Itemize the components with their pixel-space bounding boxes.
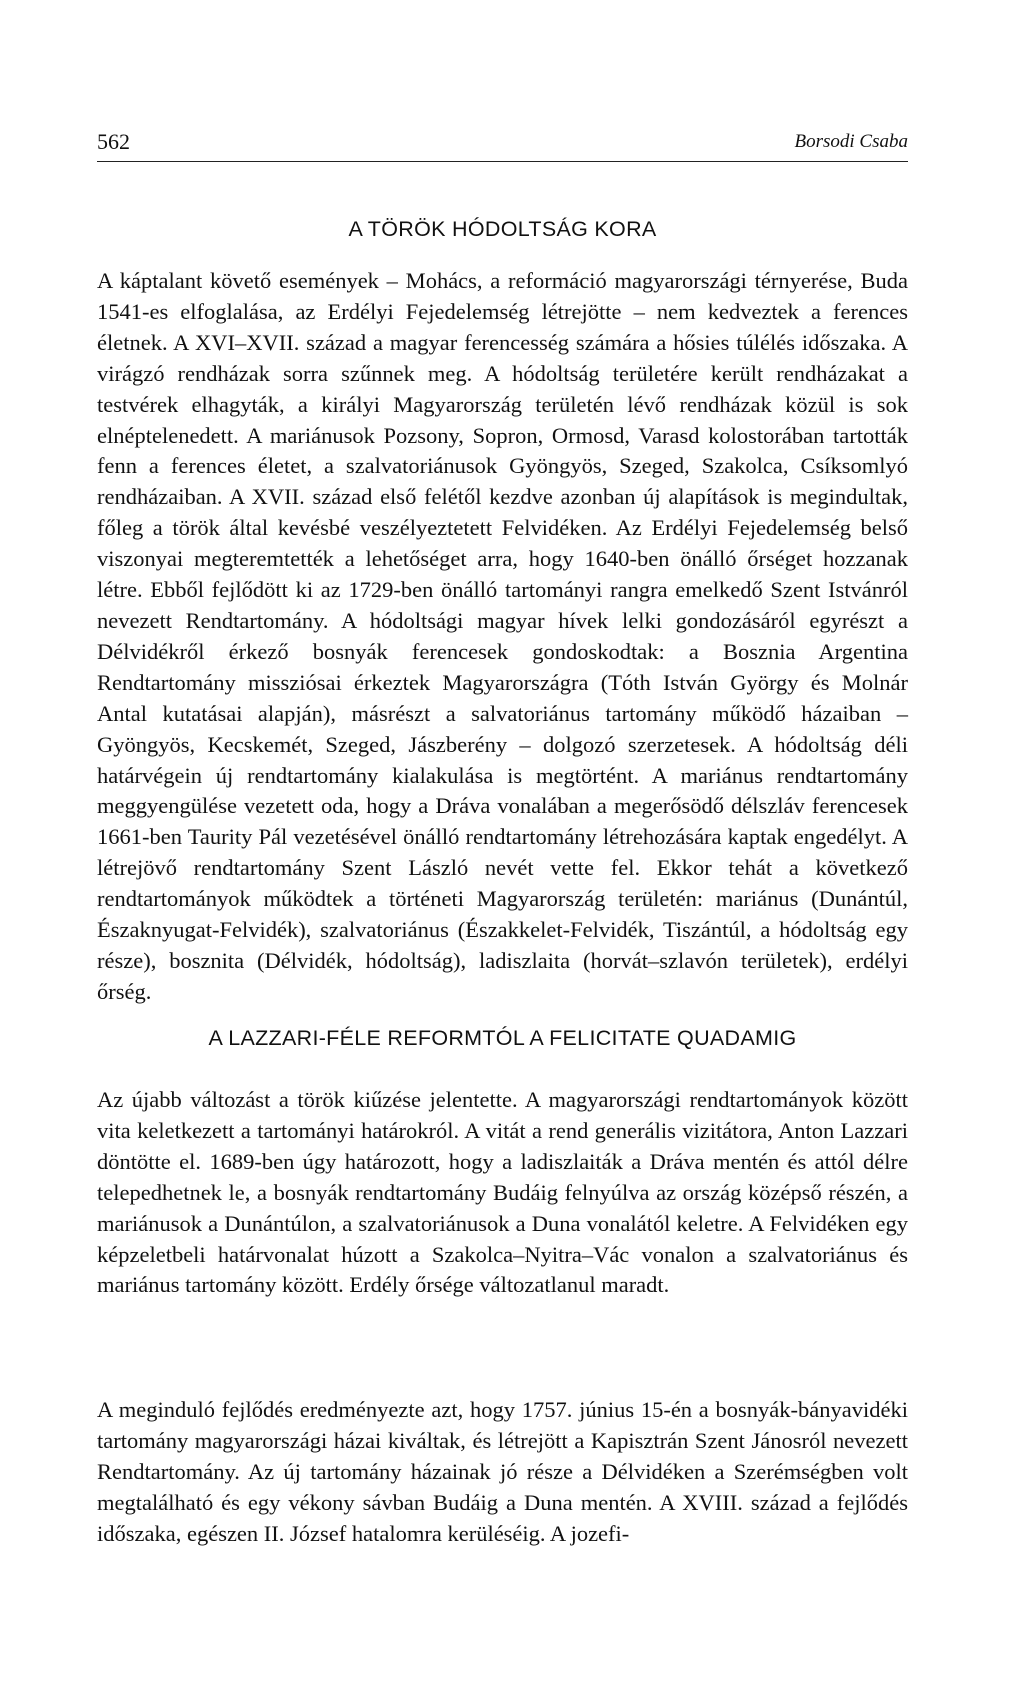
page-number: 562: [97, 129, 130, 154]
section-1-paragraph: A káptalant követő események – Mohács, a reformáció magyarországi térnyerése, Buda 1541-es elfoglalása, az Erdélyi Fejedelemség létrejötte – nem kedveztek a ferences életnek. A XVI–XVII. század a magyar ferencesség számára a hősies túlélés időszaka. A virágzó rendházak sorra szűnnek meg. A hódoltság területére került rendházakat a testvérek elhagyták, a királyi Magyarország területén lévő rendházak közül is sok elnéptelenedett. A mariánusok Pozsony, Sopron, Ormosd, Varasd kolostorában tartották fenn a ferences életet, a szalvatoriánusok Gyöngyös, Szeged, Szakolca, Csíksomlyó rendházaiban. A XVII. század első felétől kezdve azonban új alapítások is megindultak, főleg a török által kevésbé veszélyeztetett Felvidéken. Az Erdélyi Fejedelemség belső viszonyai megteremtették a lehetőséget arra, hogy 1640-ben önálló őrséget hozzanak létre. Ebből fejlődött ki az 1729-ben önálló tartományi rangra emelkedő Szent Istvánról nevezett Rendtartomány. A hódoltsági magyar hívek lelki gondozásáról egyrészt a Délvidékről érkező bosnyák ferencesek gondoskodtak: a Bosznia Argentina Rendtartomány missziósai érkeztek Magyarországra (Tóth István György és Molnár Antal kutatásai alapján), másrészt a salvatoriánus tartomány működő házaiban – Gyöngyös, Kecskemét, Szeged, Jászberény – dolgozó szerzetesek. A hódoltság déli határvégein új rendtartomány kialakulása is megtörtént. A mariánus rendtartomány meggyengülése vezetett oda, hogy a Dráva vonalában a megerősödő délszláv ferencesek 1661-ben Taurity Pál vezetésével önálló rendtartomány létrehozására kaptak engedélyt. A létrejövő rendtartomány Szent László nevét vette fel. Ekkor tehát a következő rendtartományok működtek a történeti Magyarország területén: mariánus (Dunántúl, Északnyugat-Felvidék), szalvatoriánus (Északkelet-Felvidék, Tiszántúl, a hódoltság egy része), bosznita (Délvidék, hódoltság), ladiszlaita (horvát–szlavón területek), erdélyi őrség.: [97, 268, 908, 1004]
running-author: Borsodi Csaba: [794, 131, 908, 152]
section-2-paragraph-2: A meginduló fejlődés eredményezte azt, hogy 1757. június 15-én a bosnyák-bányavidéki tartomány magyarországi házai kiváltak, és létrejött a Kapisztrán Szent Jánosról nevezett Rendtartomány. Az új tartomány házainak jó része a Délvidéken a Szerémségben volt megtalálható és egy vékony sávban Budáig a Duna mentén. A XVIII. század a fejlődés időszaka, egészen II. József hatalomra kerüléséig. A jozefi-: [97, 1397, 908, 1546]
section-title-lazzari-reform: A LAZZARI-FÉLE REFORMTÓL A FELICITATE QUADAMIG: [208, 1026, 797, 1050]
document-page: [97, 0, 908, 1704]
running-header: [97, 125, 908, 162]
section-2-paragraph-1: Az újabb változást a török kiűzése jelentette. A magyarországi rendtartományok között vita keletkezett a tartományi határokról. A vitát a rend generális vizitátora, Anton Lazzari döntötte el. 1689-ben úgy határozott, hogy a ladiszlaiták a Dráva mentén és attól délre telepedhetnek le, a bosnyák rendtartomány Budáig felnyúlva az ország középső részén, a mariánusok a Dunántúlon, a szalvatoriánusok a Duna vonalától keletre. A Felvidéken egy képzeletbeli határvonalat húzott a Szakolca–Nyitra–Vác vonalon a szalvatoriánus és mariánus tartomány között. Erdély őrsége változatlanul maradt.: [97, 1087, 908, 1298]
section-title-torok-hodoltsag: A TÖRÖK HÓDOLTSÁG KORA: [348, 217, 657, 241]
